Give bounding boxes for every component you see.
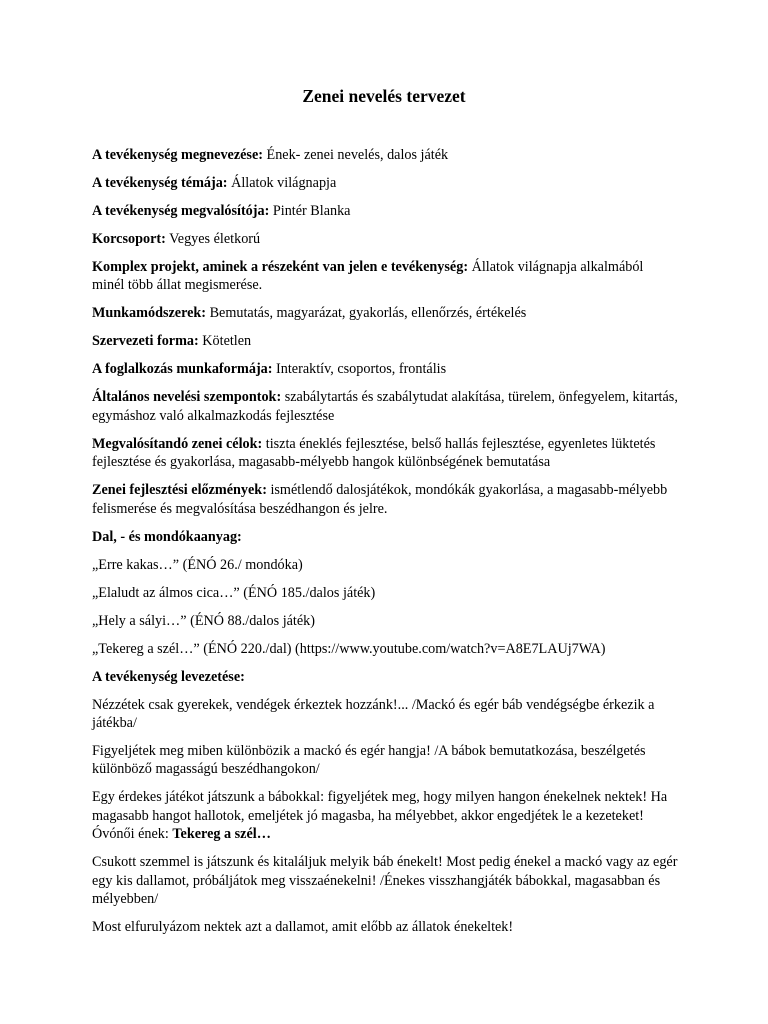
procedure-paragraph: Figyeljétek meg miben különbözik a mackó és egér hangja! /A bábok bemutatkozása, beszélgetés különböző magasságú beszédhangokon/	[92, 743, 646, 778]
procedure-paragraph	[92, 788, 678, 843]
document-title: Zenei nevelés tervezet	[302, 86, 466, 106]
field-label: A foglalkozás munkaformája:	[92, 361, 273, 378]
song-item: „Hely a sályi…” (ÉNÓ 88./dalos játék)	[92, 612, 315, 629]
field-value: tiszta éneklés fejlesztése, belső hallás fejlesztése, egyenletes lüktetés fejlesztése és gyakorlása, magasabb-mélyebb hangok különbségének bemutatása	[92, 435, 656, 471]
field-work-form	[92, 360, 678, 378]
document-body	[92, 146, 678, 946]
field-value: ismétlendő dalosjátékok, mondókák gyakorlása, a magasabb-mélyebb felismerése és megvalósítása beszédhangon és jelre.	[92, 482, 668, 517]
game-song-title: Tekereg a szél…	[172, 826, 271, 843]
field-value: Bemutatás, magyarázat, gyakorlás, ellenőrzés, értékelés	[206, 305, 527, 322]
procedure-paragraph: Csukott szemmel is játszunk és kitaláljuk melyik báb énekelt! Most pedig énekel a mackó vagy az egér egy kis dallamot, próbáljátok meg visszaénekelni! /Énekes visszhangjáték bábokkal, magasabban és mélyebben/	[92, 854, 678, 908]
field-value: Állatok világnapja	[227, 175, 337, 191]
field-organization-form	[92, 332, 678, 350]
songs-heading: Dal, - és mondókaanyag:	[92, 528, 242, 545]
field-label: Megvalósítandó zenei célok:	[92, 435, 263, 452]
procedure-paragraph: Most elfurulyázom nektek azt a dallamot, amit előbb az állatok énekeltek!	[92, 919, 514, 936]
field-label: Munkamódszerek:	[92, 305, 207, 322]
field-value: Vegyes életkorú	[165, 231, 261, 247]
field-label: A tevékenység megvalósítója:	[92, 203, 270, 219]
field-value: szabálytartás és szabálytudat alakítása, türelem, önfegyelem, kitartás, egymáshoz való alkalmazkodás fejlesztése	[92, 389, 678, 424]
song-item: „Tekereg a szél…” (ÉNÓ 220./dal) (https://www.youtube.com/watch?v=A8E7LAUj7WA)	[92, 640, 606, 657]
song-item: „Elaludt az álmos cica…” (ÉNÓ 185./dalos játék)	[92, 584, 376, 601]
field-activity-topic	[92, 174, 678, 192]
field-label: A tevékenység megnevezése:	[92, 147, 263, 163]
field-value: Kötetlen	[198, 333, 252, 350]
procedure-paragraph: Nézzétek csak gyerekek, vendégek érkeztek hozzánk!... /Mackó és egér báb vendégségbe érkezik a játékba/	[92, 696, 655, 732]
field-complex-project	[92, 258, 678, 295]
field-label: Általános nevelési szempontok:	[92, 389, 282, 406]
field-music-goals	[92, 435, 678, 472]
field-label: Zenei fejlesztési előzmények:	[92, 482, 267, 499]
procedure-heading: A tevékenység levezetése:	[92, 668, 245, 685]
field-value: Pintér Blanka	[269, 203, 351, 219]
field-value: Ének- zenei nevelés, dalos játék	[262, 147, 449, 163]
field-label: A tevékenység témája:	[92, 175, 228, 191]
field-general-aspects	[92, 388, 678, 425]
field-value: Interaktív, csoportos, frontális	[272, 361, 447, 378]
field-music-antecedents	[92, 481, 678, 518]
field-age-group	[92, 230, 678, 248]
field-methods	[92, 304, 678, 322]
game-text: Egy érdekes játékot játszunk a bábokkal: figyeljétek meg, hogy milyen hangon énekelnek nektek! Ha magasabb hangot hallotok, emeljétek jó magasba, ha mélyebbet, akkor engedjétek le a kezeteket! Óvónői ének:	[92, 789, 668, 843]
field-value: Állatok világnapja alkalmából minél több állat megismerése.	[92, 259, 644, 294]
field-activity-name	[92, 146, 678, 164]
field-label: Korcsoport:	[92, 231, 166, 247]
field-label: Komplex projekt, aminek a részeként van jelen e tevékenység:	[92, 259, 469, 275]
field-activity-lead	[92, 202, 678, 220]
song-item: „Erre kakas…” (ÉNÓ 26./ mondóka)	[92, 556, 303, 573]
field-label: Szervezeti forma:	[92, 333, 199, 350]
